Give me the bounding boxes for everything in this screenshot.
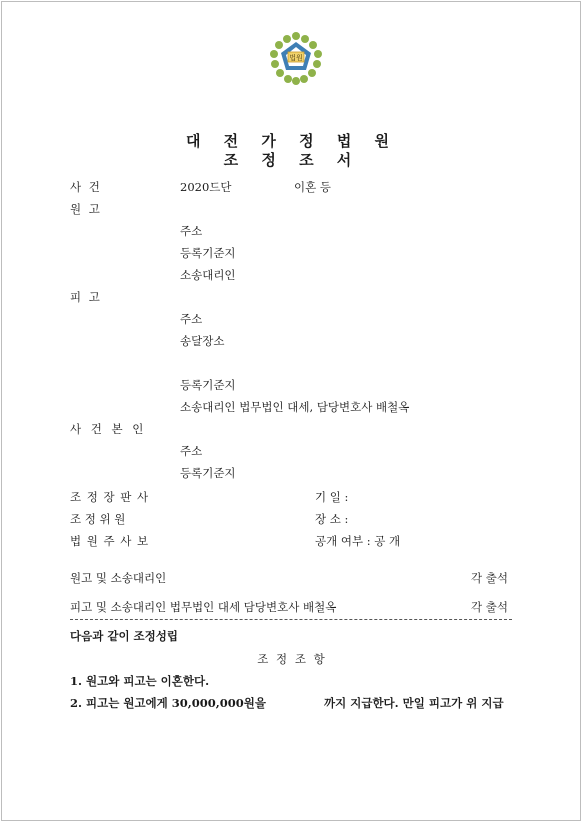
plaintiff-registry: 등록기준지: [180, 246, 236, 260]
mediation-term-2-part1: 2. 피고는 원고에게 30,000,000원을: [70, 696, 267, 710]
defendant-service-address: 송달장소: [180, 334, 225, 348]
document-title: 조 정 조 서: [223, 151, 361, 169]
plaintiff-counsel: 소송대리인: [180, 268, 236, 282]
case-name: 이혼 등: [294, 180, 331, 194]
section-divider: [70, 619, 512, 620]
defendant-address: 주소: [180, 312, 203, 326]
seal-text: 법원: [289, 54, 303, 62]
plaintiff-label: 원 고: [70, 202, 102, 216]
mediation-terms-title: 조 정 조 항: [257, 652, 327, 666]
defendant-label: 피 고: [70, 290, 102, 304]
court-name: 대 전 가 정 법 원: [185, 132, 399, 150]
mediation-term-1: 1. 원고와 피고는 이혼한다.: [70, 674, 210, 688]
court-seal-emblem: [266, 30, 326, 86]
mediation-judge-label: 조 정 장 판 사: [70, 490, 150, 504]
principal-label: 사 건 본 인: [70, 422, 147, 436]
case-label: 사 건: [70, 180, 102, 194]
mediation-member-label: 조 정 위 원: [70, 512, 126, 526]
document-page: [1, 1, 581, 821]
attendance-status: 각 출석: [471, 571, 508, 585]
mediation-intro: 다음과 같이 조정성립: [70, 629, 178, 643]
public-status: 공개 여부 : 공 개: [315, 534, 401, 548]
mediation-term-2-part2: 까지 지급한다. 만일 피고가 위 지급: [324, 696, 504, 710]
attendance-status: 각 출석: [471, 600, 508, 614]
defendant-registry: 등록기준지: [180, 378, 236, 392]
defendant-counsel: 소송대리인 법무법인 대세, 담당변호사 배철옥: [180, 400, 410, 414]
attendance-party: 원고 및 소송대리인: [70, 571, 167, 585]
case-number: 2020드단: [180, 180, 232, 194]
hearing-place-label: 장 소 :: [315, 512, 349, 526]
principal-address: 주소: [180, 444, 203, 458]
principal-registry: 등록기준지: [180, 466, 236, 480]
attendance-party: 피고 및 소송대리인 법무법인 대세 담당변호사 배철옥: [70, 600, 337, 614]
hearing-date-label: 기 일 :: [315, 490, 349, 504]
plaintiff-address: 주소: [180, 224, 203, 238]
court-clerk-label: 법 원 주 사 보: [70, 534, 150, 548]
